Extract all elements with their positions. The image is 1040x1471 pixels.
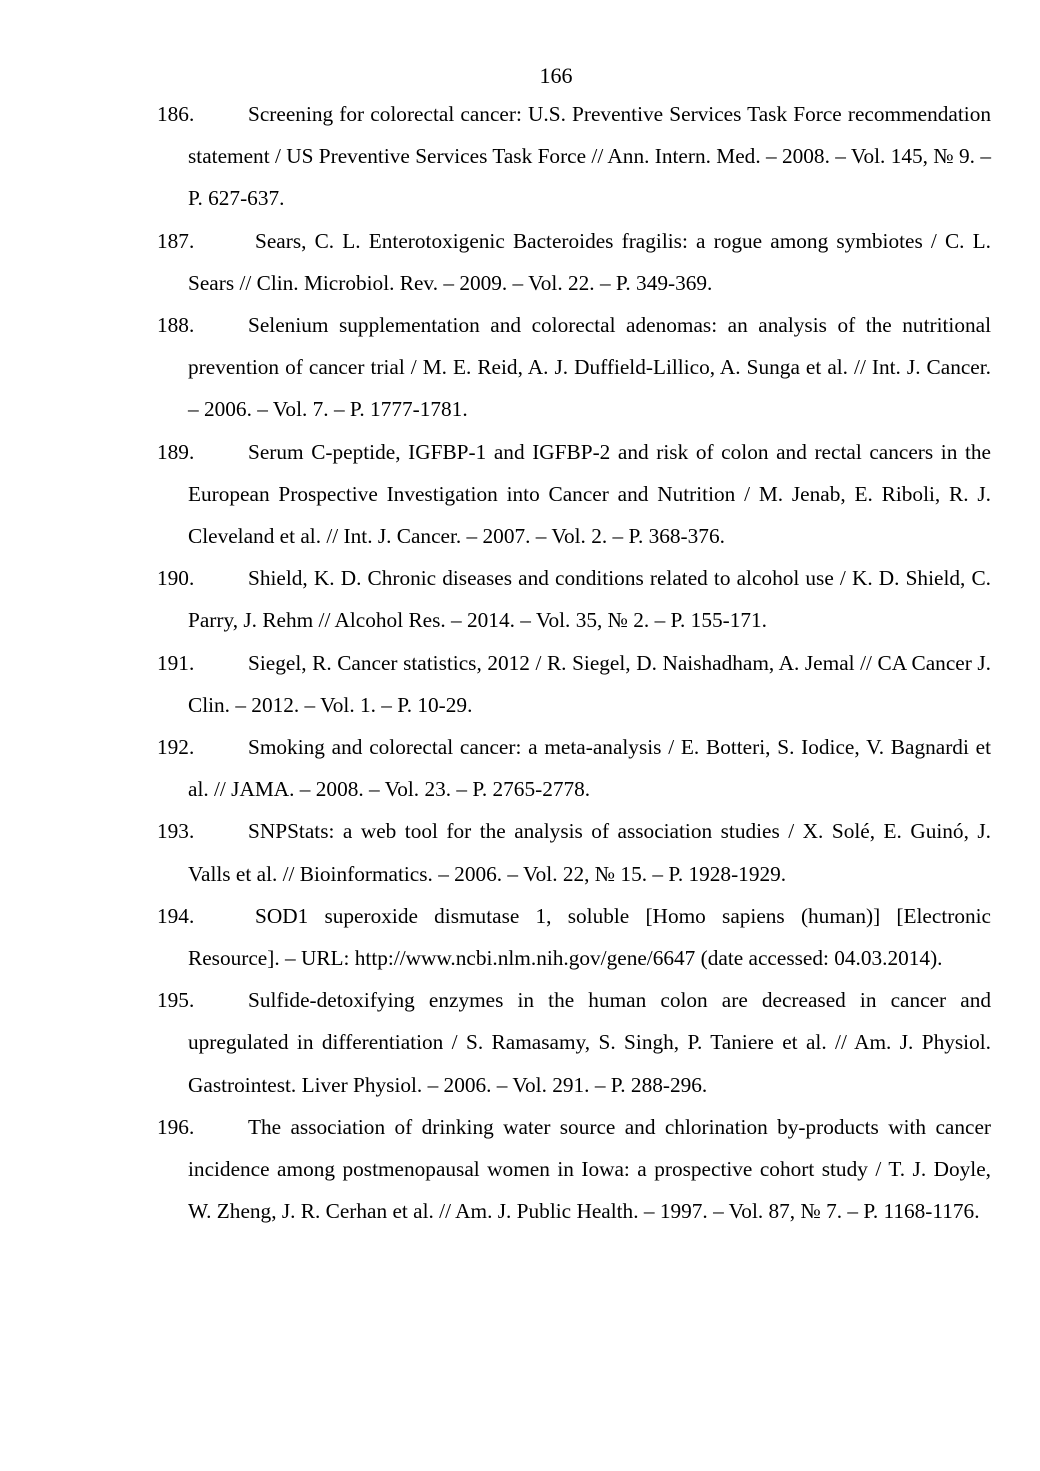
reference-item [157, 726, 991, 810]
reference-number: 192. [157, 735, 195, 760]
reference-item [157, 93, 991, 220]
reference-item [157, 642, 991, 726]
reference-item [157, 810, 991, 894]
reference-number: 193. [157, 819, 195, 844]
reference-item [157, 1106, 991, 1233]
reference-text: Selenium supplementation and colorectal adenomas: an analysis of the nutritional prevention of cancer trial / M. E. Reid, A. J. Duffield-Lillico, A. Sunga et al. // Int. J. Cancer. – 2006. – Vol. 7. – P. 1777-1781. [188, 313, 991, 422]
reference-text: The association of drinking water source and chlorination by-products with cancer incidence among postmenopausal women in Iowa: a prospective cohort study / T. J. Doyle, W. Zheng, J. R. Cerhan et al. // Am. J. Public Health. – 1997. – Vol. 87, № 7. – P. 1168-1176. [188, 1114, 991, 1224]
reference-item [157, 895, 991, 979]
reference-item [157, 979, 991, 1106]
reference-text: Smoking and colorectal cancer: a meta-analysis / E. Botteri, S. Iodice, V. Bagnardi et al. // JAMA. – 2008. – Vol. 23. – P. 2765-2778. [188, 735, 991, 802]
reference-number: 190. [157, 566, 195, 591]
reference-text: Serum C-peptide, IGFBP-1 and IGFBP-2 and risk of colon and rectal cancers in the European Prospective Investigation into Cancer and Nutrition / M. Jenab, E. Riboli, R. J. Cleveland et al. // Int. J. Cancer. – 2007. – Vol. 2. – P. 368-376. [188, 439, 991, 549]
reference-text: Siegel, R. Cancer statistics, 2012 / R. Siegel, D. Naishadham, A. Jemal // CA Cancer J. Clin. – 2012. – Vol. 1. – P. 10-29. [188, 650, 991, 717]
reference-list [157, 93, 991, 1232]
reference-number: 196. [157, 1114, 195, 1139]
reference-number: 189. [157, 439, 195, 464]
reference-text: Sears, C. L. Enterotoxigenic Bacteroides fragilis: a rogue among symbiotes / C. L. Sears // Clin. Microbiol. Rev. – 2009. – Vol. 22. – P. 349-369. [188, 228, 991, 295]
reference-item [157, 220, 991, 304]
reference-item [157, 557, 991, 641]
reference-text: Shield, K. D. Chronic diseases and conditions related to alcohol use / K. D. Shield, C. Parry, J. Rehm // Alcohol Res. – 2014. – Vol. 35, № 2. – P. 155-171. [188, 566, 991, 633]
reference-text: SOD1 superoxide dismutase 1, soluble [Homo sapiens (human)] [Electronic Resource]. – URL: http://www.ncbi.nlm.nih.gov/gene/6647 (date accessed: 04.03.2014). [188, 903, 991, 971]
reference-text: SNPStats: a web tool for the analysis of association studies / X. Solé, E. Guinó, J. Valls et al. // Bioinformatics. – 2006. – Vol. 22, № 15. – P. 1928-1929. [188, 819, 991, 886]
reference-number: 191. [157, 650, 195, 675]
reference-number: 194. [157, 903, 195, 928]
reference-item [157, 431, 991, 558]
reference-number: 187. [157, 228, 195, 253]
reference-number: 188. [157, 313, 195, 338]
reference-text: Sulfide-detoxifying enzymes in the human colon are decreased in cancer and upregulated in differentiation / S. Ramasamy, S. Singh, P. Taniere et al. // Am. J. Physiol. Gastrointest. Liver Physiol. – 2006. – Vol. 291. – P. 288-296. [188, 988, 991, 1097]
reference-number: 186. [157, 102, 195, 126]
reference-text: Screening for colorectal cancer: U.S. Preventive Services Task Force recommendation statement / US Preventive Services Task Force // Ann. Intern. Med. – 2008. – Vol. 145, № 9. – P. 627-637. [188, 102, 991, 211]
reference-item [157, 304, 991, 431]
reference-number: 195. [157, 988, 195, 1013]
page-number: 166 [539, 63, 573, 88]
